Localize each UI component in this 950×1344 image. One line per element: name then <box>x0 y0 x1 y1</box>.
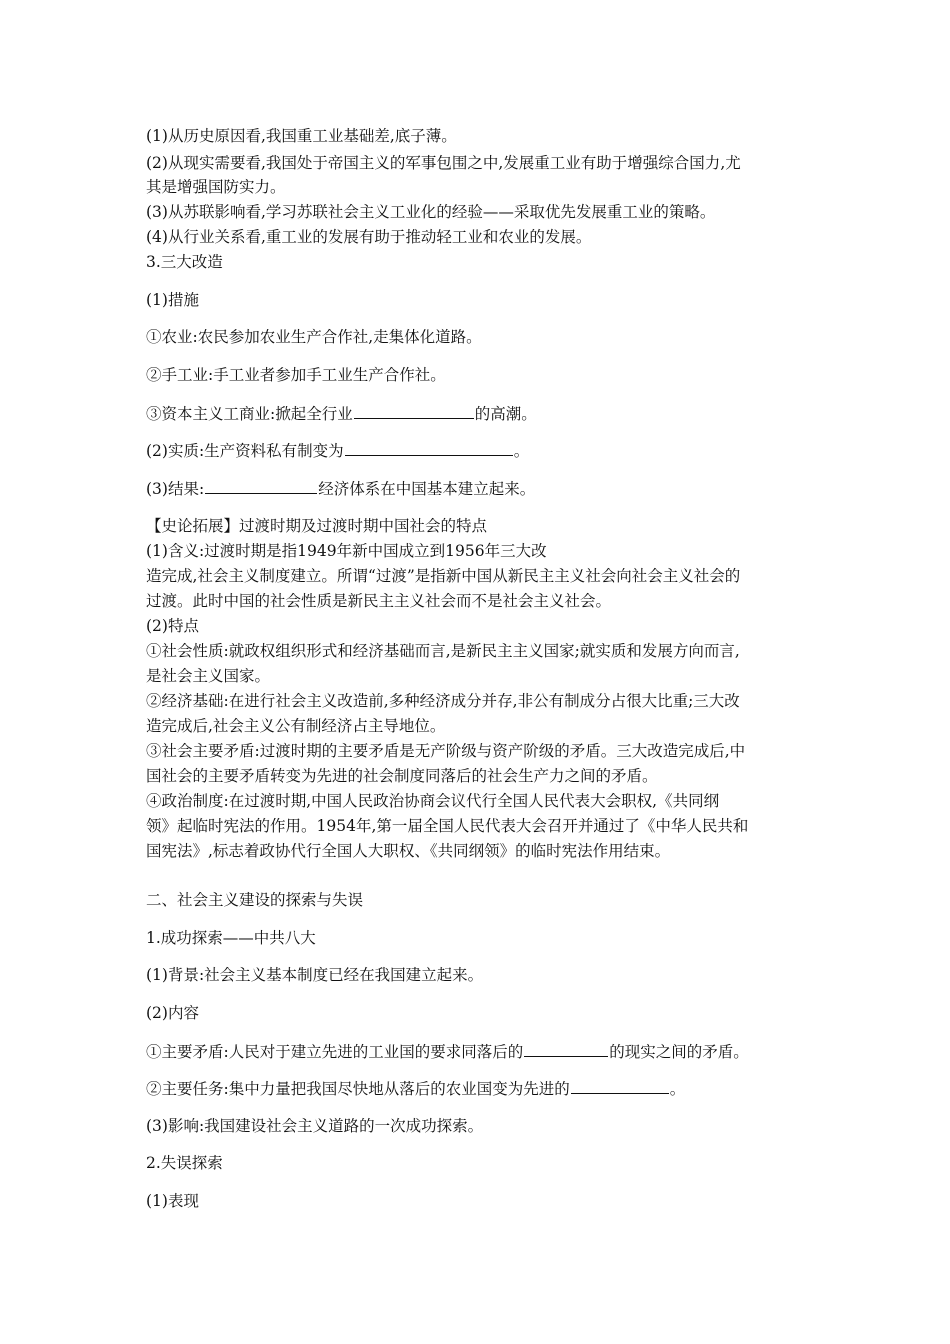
section-heading: 【史论拓展】过渡时期及过渡时期中国社会的特点 <box>146 517 488 535</box>
text-line: 是社会主义国家。 <box>146 667 271 685</box>
text-line: (2)内容 <box>146 1004 199 1022</box>
fill-in-line <box>146 477 826 500</box>
text-line: 造完成后,社会主义公有制经济占主导地位。 <box>146 717 446 735</box>
answer-blank[interactable] <box>345 439 513 456</box>
section-heading: 1.成功探索——中共八大 <box>146 929 316 947</box>
answer-blank[interactable] <box>354 402 474 419</box>
fill-in-line <box>146 1040 826 1063</box>
text-segment: 的高潮。 <box>474 405 537 423</box>
text-line: ①农业:农民参加农业生产合作社,走集体化道路。 <box>146 328 482 346</box>
text-line: (1)表现 <box>146 1192 199 1210</box>
text-line: 领》起临时宪法的作用。1954年,第一届全国人民代表大会召开并通过了《中华人民共和 <box>146 817 749 835</box>
text-segment: 。 <box>513 442 530 460</box>
text-segment: ②主要任务:集中力量把我国尽快地从落后的农业国变为先进的 <box>146 1080 570 1098</box>
text-segment: ③资本主义工商业:掀起全行业 <box>146 405 353 423</box>
text-segment: 。 <box>669 1080 686 1098</box>
text-line: (1)措施 <box>146 291 199 309</box>
text-segment: 经济体系在中国基本建立起来。 <box>318 480 536 498</box>
text-line: ①社会性质:就政权组织形式和经济基础而言,是新民主主义国家;就实质和发展方向而言, <box>146 642 740 660</box>
text-segment: (2)实质:生产资料私有制变为 <box>146 442 344 460</box>
answer-blank[interactable] <box>205 477 317 494</box>
text-line: (2)特点 <box>146 617 199 635</box>
text-line: (1)背景:社会主义基本制度已经在我国建立起来。 <box>146 966 484 984</box>
fill-in-line <box>146 402 826 425</box>
text-line: (1)含义:过渡时期是指1949年新中国成立到1956年三大改 <box>146 542 547 560</box>
section-heading: 2.失误探索 <box>146 1154 223 1172</box>
text-segment: 的现实之间的矛盾。 <box>609 1043 749 1061</box>
text-line: (3)从苏联影响看,学习苏联社会主义工业化的经验——采取优先发展重工业的策略。 <box>146 203 716 221</box>
text-line: 国社会的主要矛盾转变为先进的社会制度同落后的社会生产力之间的矛盾。 <box>146 767 658 785</box>
text-line: 其是增强国防实力。 <box>146 178 286 196</box>
text-line: (4)从行业关系看,重工业的发展有助于推动轻工业和农业的发展。 <box>146 228 592 246</box>
text-line: (1)从历史原因看,我国重工业基础差,底子薄。 <box>146 127 457 145</box>
text-line: ②手工业:手工业者参加手工业生产合作社。 <box>146 366 446 384</box>
text-line: (2)从现实需要看,我国处于帝国主义的军事包围之中,发展重工业有助于增强综合国力,尤 <box>146 154 741 172</box>
text-line: 国宪法》,标志着政协代行全国人大职权、《共同纲领》的临时宪法作用结束。 <box>146 842 671 860</box>
text-segment: (3)结果: <box>146 480 205 498</box>
text-line: (3)影响:我国建设社会主义道路的一次成功探索。 <box>146 1117 484 1135</box>
answer-blank[interactable] <box>571 1077 669 1094</box>
fill-in-line <box>146 439 826 462</box>
text-line: 过渡。此时中国的社会性质是新民主主义社会而不是社会主义社会。 <box>146 592 612 610</box>
answer-blank[interactable] <box>524 1040 608 1057</box>
text-segment: ①主要矛盾:人民对于建立先进的工业国的要求同落后的 <box>146 1043 524 1061</box>
text-line: 造完成,社会主义制度建立。所谓“过渡”是指新中国从新民主主义社会向社会主义社会的 <box>146 567 741 585</box>
section-heading: 3.三大改造 <box>146 253 223 271</box>
text-line: ②经济基础:在进行社会主义改造前,多种经济成分并存,非公有制成分占很大比重;三大改 <box>146 692 740 710</box>
text-line: ③社会主要矛盾:过渡时期的主要矛盾是无产阶级与资产阶级的矛盾。三大改造完成后,中 <box>146 742 746 760</box>
text-line: ④政治制度:在过渡时期,中国人民政治协商会议代行全国人民代表大会职权,《共同纲 <box>146 792 720 810</box>
section-heading: 二、社会主义建设的探索与失误 <box>146 891 364 909</box>
fill-in-line <box>146 1077 826 1100</box>
